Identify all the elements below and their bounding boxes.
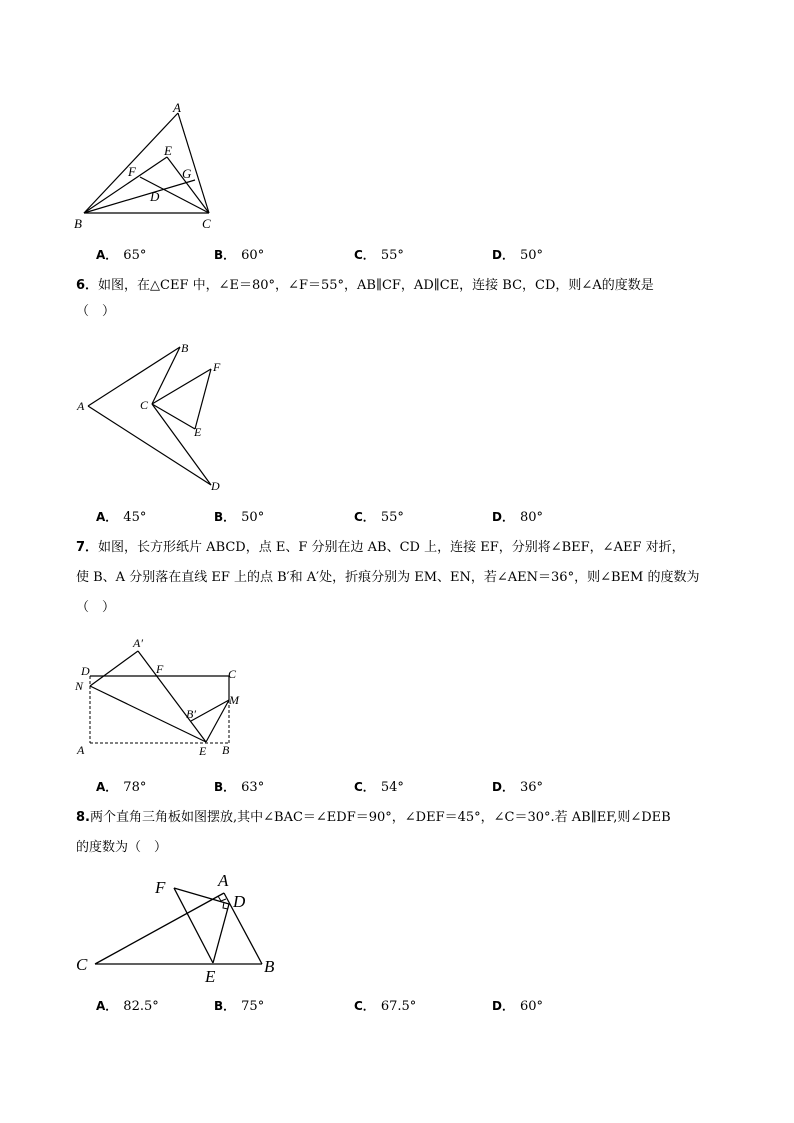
- label-f: F: [156, 662, 164, 676]
- label-d: D: [211, 479, 220, 493]
- label-b: B: [222, 743, 230, 757]
- question-6-stem: [76, 276, 654, 296]
- edge-na1: [90, 651, 138, 686]
- label-a: A: [77, 399, 85, 413]
- question-number: 7．: [76, 540, 99, 555]
- figure-q5: [70, 98, 230, 238]
- label-b: B: [74, 216, 82, 231]
- option-d[interactable]: D． 80°: [492, 510, 544, 525]
- question-number: 6．: [76, 278, 99, 293]
- option-d[interactable]: D． 50°: [492, 248, 544, 263]
- edge-de: [213, 904, 229, 963]
- label-f: F: [128, 164, 136, 179]
- label-a: A: [77, 743, 85, 757]
- option-b[interactable]: B． 75°: [214, 999, 265, 1014]
- question-text: 如图，在△CEF 中，∠E＝80°，∠F＝55°，AB∥CF，AD∥CE，连接 BC，CD，则∠A的度数是: [98, 278, 654, 293]
- edge-a1e: [138, 651, 206, 742]
- question-7-stem-line2: 使 B、A 分别落在直线 EF 上的点 B′和 A′处，折痕分别为 EM、EN，若∠AEN＝36°，则∠BEM 的度数为: [76, 570, 700, 585]
- figure-q8: [70, 865, 290, 990]
- edge-ad: [88, 406, 211, 485]
- label-d: D: [233, 892, 246, 911]
- option-c[interactable]: C． 67.5°: [354, 999, 417, 1014]
- option-c[interactable]: C． 55°: [354, 248, 404, 263]
- label-f: F: [213, 360, 221, 374]
- question-7-stem-line1: [76, 538, 685, 558]
- option-a[interactable]: A． 78°: [96, 780, 147, 795]
- edge-ac: [178, 113, 209, 213]
- label-c: C: [76, 955, 88, 974]
- edge-ce: [152, 404, 195, 429]
- option-c[interactable]: C． 54°: [354, 780, 404, 795]
- option-b[interactable]: B． 63°: [214, 780, 265, 795]
- option-b[interactable]: B． 50°: [214, 510, 265, 525]
- label-a: A: [218, 871, 229, 890]
- label-a-prime: A′: [133, 636, 143, 650]
- label-c: C: [140, 398, 149, 412]
- edge-fe: [195, 369, 211, 429]
- option-a[interactable]: A． 82.5°: [96, 999, 159, 1014]
- label-d: D: [150, 189, 160, 204]
- label-b: B: [181, 341, 189, 355]
- edge-ca: [95, 893, 224, 964]
- question-8-stem-line1: [76, 808, 671, 828]
- figure-q6: [70, 335, 240, 500]
- label-d: D: [81, 664, 90, 678]
- label-n: N: [75, 679, 84, 693]
- question-8-stem-line2: 的度数为（ ）: [76, 840, 168, 855]
- question-number: 8.: [76, 810, 90, 825]
- question-7-paren: （ ）: [76, 600, 116, 615]
- label-f: F: [155, 878, 166, 897]
- label-b: B: [264, 957, 275, 976]
- question-6-paren: （ ）: [76, 304, 116, 319]
- right-angle-mark-a: [218, 896, 226, 901]
- edge-ab: [84, 113, 178, 213]
- option-c[interactable]: C． 55°: [354, 510, 404, 525]
- label-c: C: [202, 216, 211, 231]
- label-e: E: [194, 425, 202, 439]
- edge-cd: [152, 404, 211, 485]
- question-text: 如图，长方形纸片 ABCD，点 E、F 分别在边 AB、CD 上，连接 EF，分别将∠BEF，∠AEF 对折，: [98, 540, 685, 555]
- label-g: G: [182, 166, 192, 181]
- edge-fd: [174, 888, 229, 904]
- label-e: E: [205, 967, 216, 986]
- figure-q7: [70, 630, 250, 760]
- option-d[interactable]: D． 60°: [492, 999, 544, 1014]
- label-a: A: [173, 100, 181, 115]
- label-c: C: [228, 667, 237, 681]
- edge-ab: [88, 347, 180, 406]
- option-a[interactable]: A． 65°: [96, 248, 147, 263]
- option-d[interactable]: D． 36°: [492, 780, 544, 795]
- label-e: E: [199, 744, 207, 758]
- label-e: E: [164, 143, 172, 158]
- edge-fe: [174, 888, 213, 963]
- question-text: 两个直角三角板如图摆放,其中∠BAC＝∠EDF＝90°，∠DEF＝45°，∠C＝30°.若 AB∥EF,则∠DEB: [89, 810, 671, 825]
- label-m: M: [229, 693, 239, 707]
- option-a[interactable]: A． 45°: [96, 510, 147, 525]
- option-b[interactable]: B． 60°: [214, 248, 265, 263]
- label-b-prime: B′: [186, 707, 196, 721]
